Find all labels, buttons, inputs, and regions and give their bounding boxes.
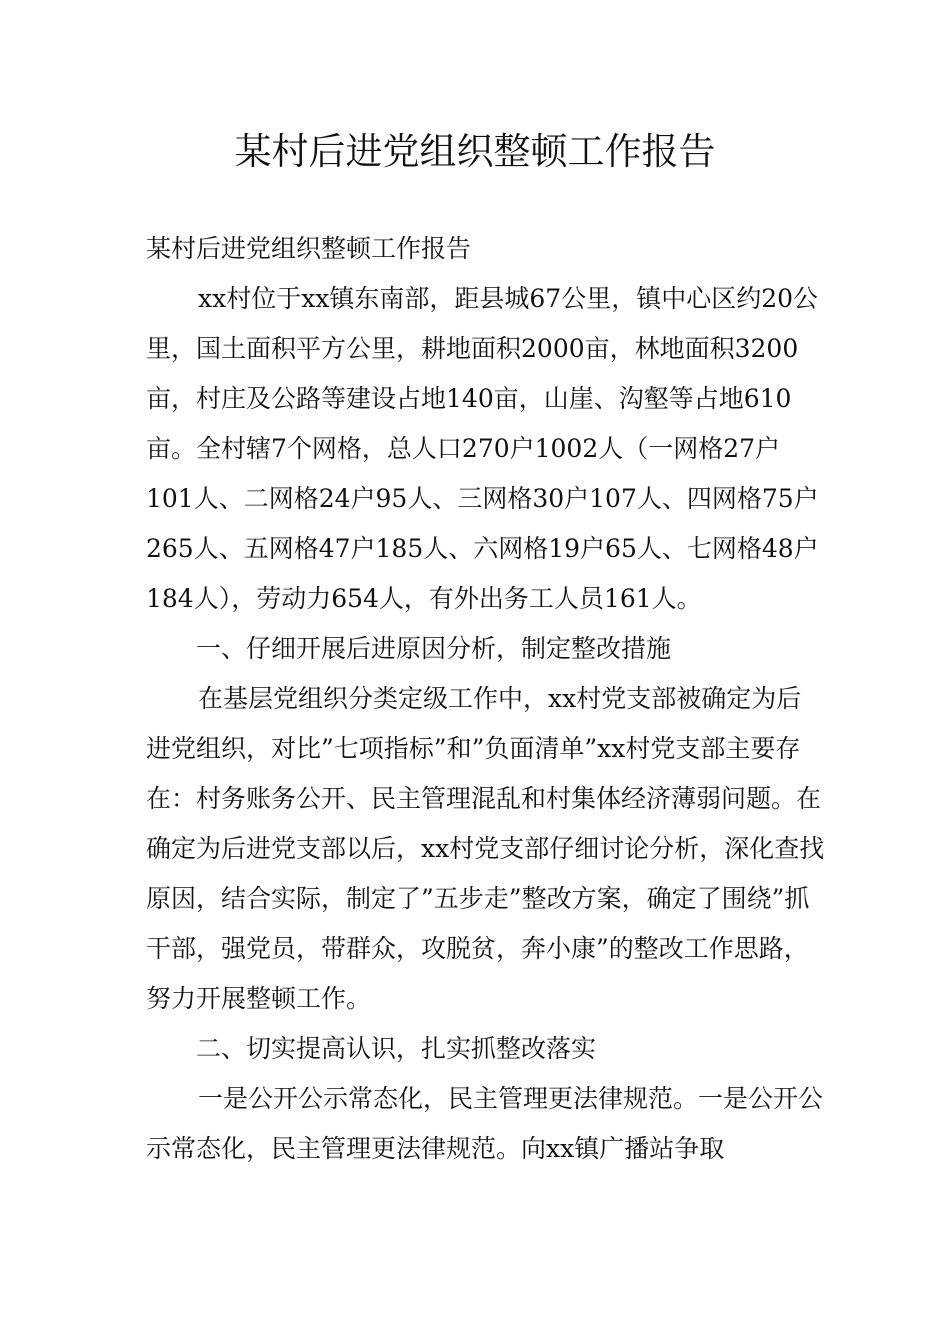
paragraph-rectification: 一是公开公示常态化，民主管理更法律规范。一是公开公示常态化，民主管理更法律规范。向xx镇广播站争取 [146, 1084, 824, 1163]
document-title: 某村后进党组织整顿工作报告 [234, 130, 716, 173]
document-subtitle: 某村后进党组织整顿工作报告 [146, 234, 472, 263]
paragraph-village-overview: xx村位于xx镇东南部，距县城67公里，镇中心区约20公里，国土面积平方公里，耕地面积2000亩，林地面积3200亩，村庄及公路等建设占地140亩，山崖、沟壑等占地610亩。全村辖7个网格，总人口270户1002人（一网格27户101人、二网格24户95人、三网格30户107人、四网格75户265人、五网格47户185人、六网格19户65人、七网格48户 184人），劳动力654人，有外出务工人员161人。 [146, 284, 819, 613]
document-body [146, 224, 826, 1174]
paragraph-analysis: 在基层党组织分类定级工作中，xx村党支部被确定为后进党组织，对比”七项指标”和”负面清单”xx村党支部主要存在：村务账务公开、民主管理混乱和村集体经济薄弱问题。在确定为后进党支部以后，xx村党支部仔细讨论分析，深化查找原因，结合实际，制定了”五步走”整改方案，确定了围绕”抓干部，强党员，带群众，攻脱贫，奔小康”的整改工作思路，努力开展整顿工作。 [146, 684, 825, 1013]
section-heading-1: 一、仔细开展后进原因分析，制定整改措施 [196, 634, 672, 663]
section-heading-2: 二、切实提高认识，扎实抓整改落实 [196, 1034, 597, 1063]
